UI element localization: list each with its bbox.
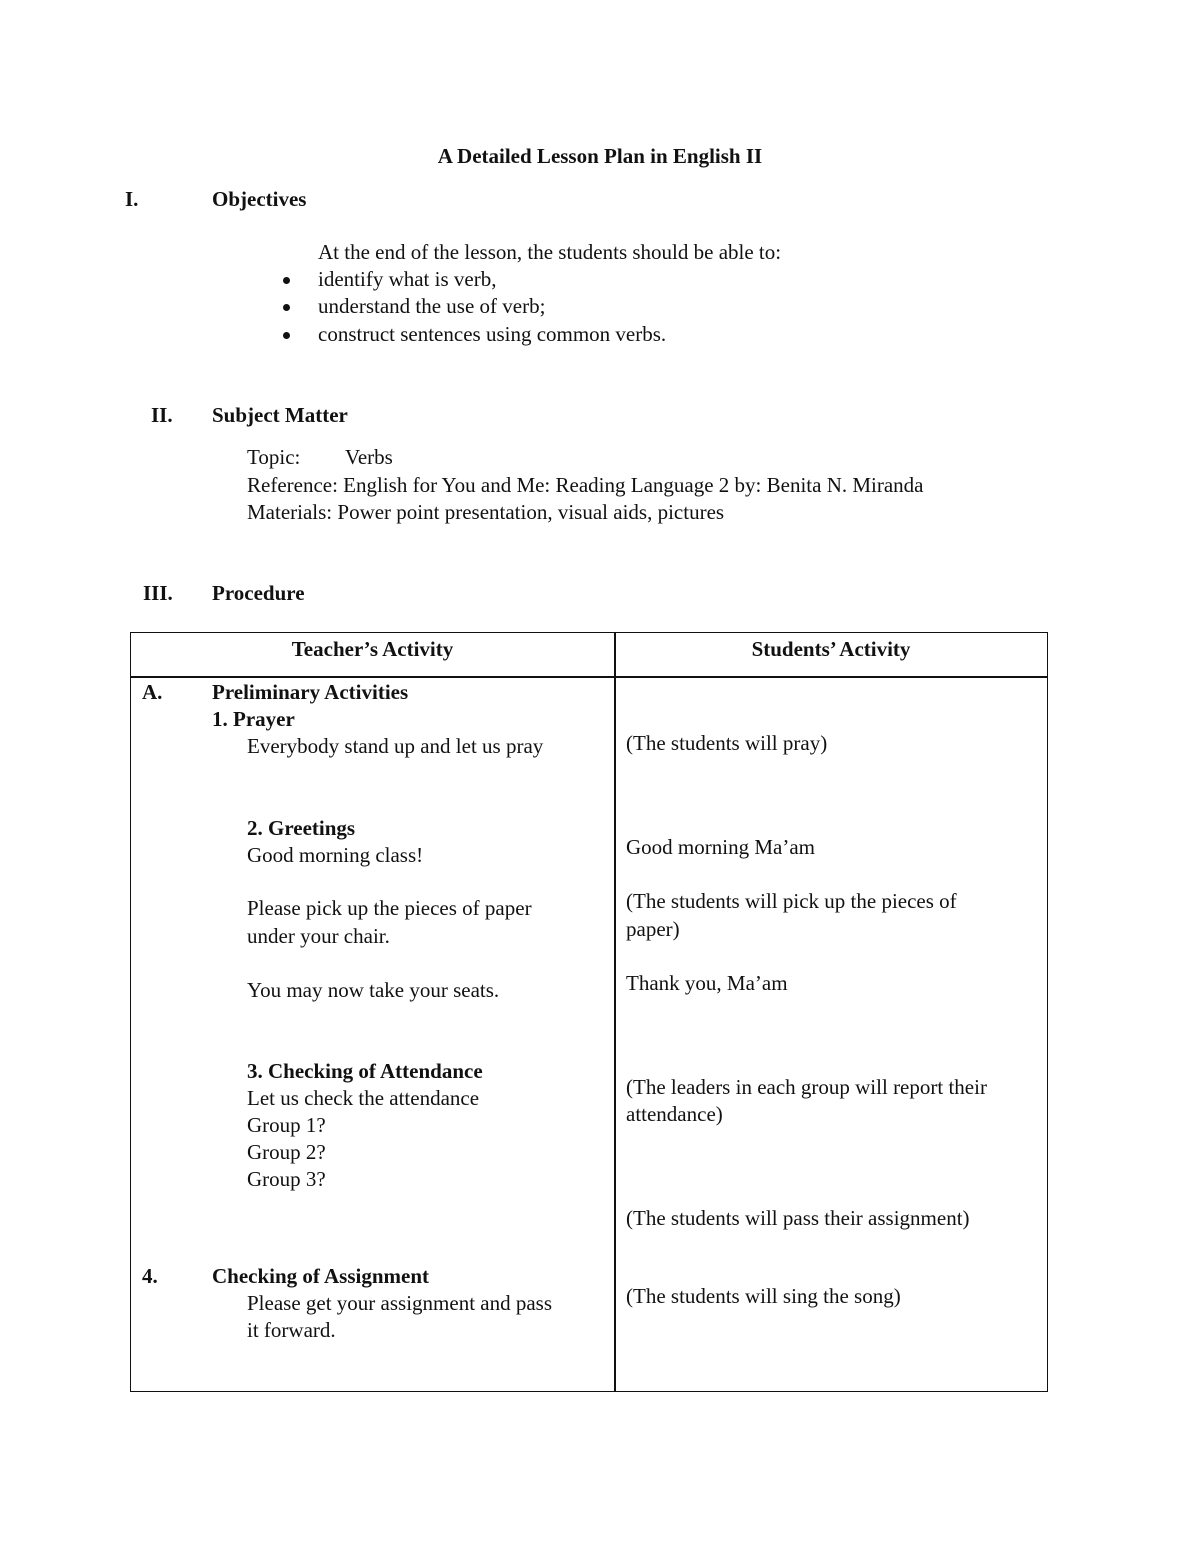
prelim-letter: A. bbox=[142, 680, 163, 704]
seats-text: You may now take your seats. bbox=[247, 978, 500, 1002]
assignment-text-line1: Please get your assignment and pass bbox=[247, 1291, 553, 1315]
attendance-text: Let us check the attendance bbox=[247, 1086, 480, 1110]
students-leaders-line1: (The leaders in each group will report their bbox=[626, 1075, 987, 1099]
students-pass-assignment: (The students will pass their assignment) bbox=[626, 1206, 970, 1230]
students-sing: (The students will sing the song) bbox=[626, 1284, 901, 1308]
objectives-intro: At the end of the lesson, the students should be able to: bbox=[318, 240, 782, 264]
prayer-heading: 1. Prayer bbox=[212, 707, 295, 731]
students-thank-you: Thank you, Ma’am bbox=[626, 971, 788, 995]
prayer-text: Everybody stand up and let us pray bbox=[247, 734, 544, 758]
assignment-text-line2: it forward. bbox=[247, 1318, 336, 1342]
table-header-divider bbox=[130, 676, 1048, 678]
group-item: Group 3? bbox=[247, 1167, 326, 1191]
students-activity-header: Students’ Activity bbox=[751, 637, 911, 661]
table-column-divider bbox=[614, 632, 616, 1392]
document-title: A Detailed Lesson Plan in English II bbox=[437, 144, 763, 168]
bullet-icon bbox=[283, 277, 290, 284]
greetings-heading: 2. Greetings bbox=[247, 816, 356, 840]
students-leaders-line2: attendance) bbox=[626, 1102, 723, 1126]
attendance-heading: 3. Checking of Attendance bbox=[247, 1059, 483, 1083]
subject-matter-heading: Subject Matter bbox=[212, 403, 348, 427]
objectives-heading: Objectives bbox=[212, 187, 307, 211]
objective-item: understand the use of verb; bbox=[318, 294, 546, 318]
students-pickup-line2: paper) bbox=[626, 917, 680, 941]
materials-line: Materials: Power point presentation, visual aids, pictures bbox=[247, 500, 725, 524]
objective-item: identify what is verb, bbox=[318, 267, 497, 291]
procedure-heading: Procedure bbox=[212, 581, 305, 605]
bullet-icon bbox=[283, 332, 290, 339]
pickup-text-line2: under your chair. bbox=[247, 924, 390, 948]
greetings-text: Good morning class! bbox=[247, 843, 424, 867]
topic-value: Verbs bbox=[345, 445, 393, 469]
teacher-activity-header: Teacher’s Activity bbox=[291, 637, 454, 661]
prelim-heading: Preliminary Activities bbox=[212, 680, 409, 704]
group-item: Group 1? bbox=[247, 1113, 326, 1137]
assignment-heading: Checking of Assignment bbox=[212, 1264, 430, 1288]
reference-line: Reference: English for You and Me: Reading Language 2 by: Benita N. Miranda bbox=[247, 473, 924, 497]
objectives-numeral: I. bbox=[125, 187, 139, 211]
students-pickup-line1: (The students will pick up the pieces of bbox=[626, 889, 957, 913]
bullet-icon bbox=[283, 304, 290, 311]
procedure-numeral: III. bbox=[143, 581, 173, 605]
pickup-text-line1: Please pick up the pieces of paper bbox=[247, 896, 532, 920]
students-good-morning: Good morning Ma’am bbox=[626, 835, 815, 859]
assignment-number: 4. bbox=[142, 1264, 158, 1288]
objective-item: construct sentences using common verbs. bbox=[318, 322, 667, 346]
students-pray: (The students will pray) bbox=[626, 731, 828, 755]
topic-label: Topic: bbox=[247, 445, 301, 469]
group-item: Group 2? bbox=[247, 1140, 326, 1164]
subject-matter-numeral: II. bbox=[151, 403, 173, 427]
